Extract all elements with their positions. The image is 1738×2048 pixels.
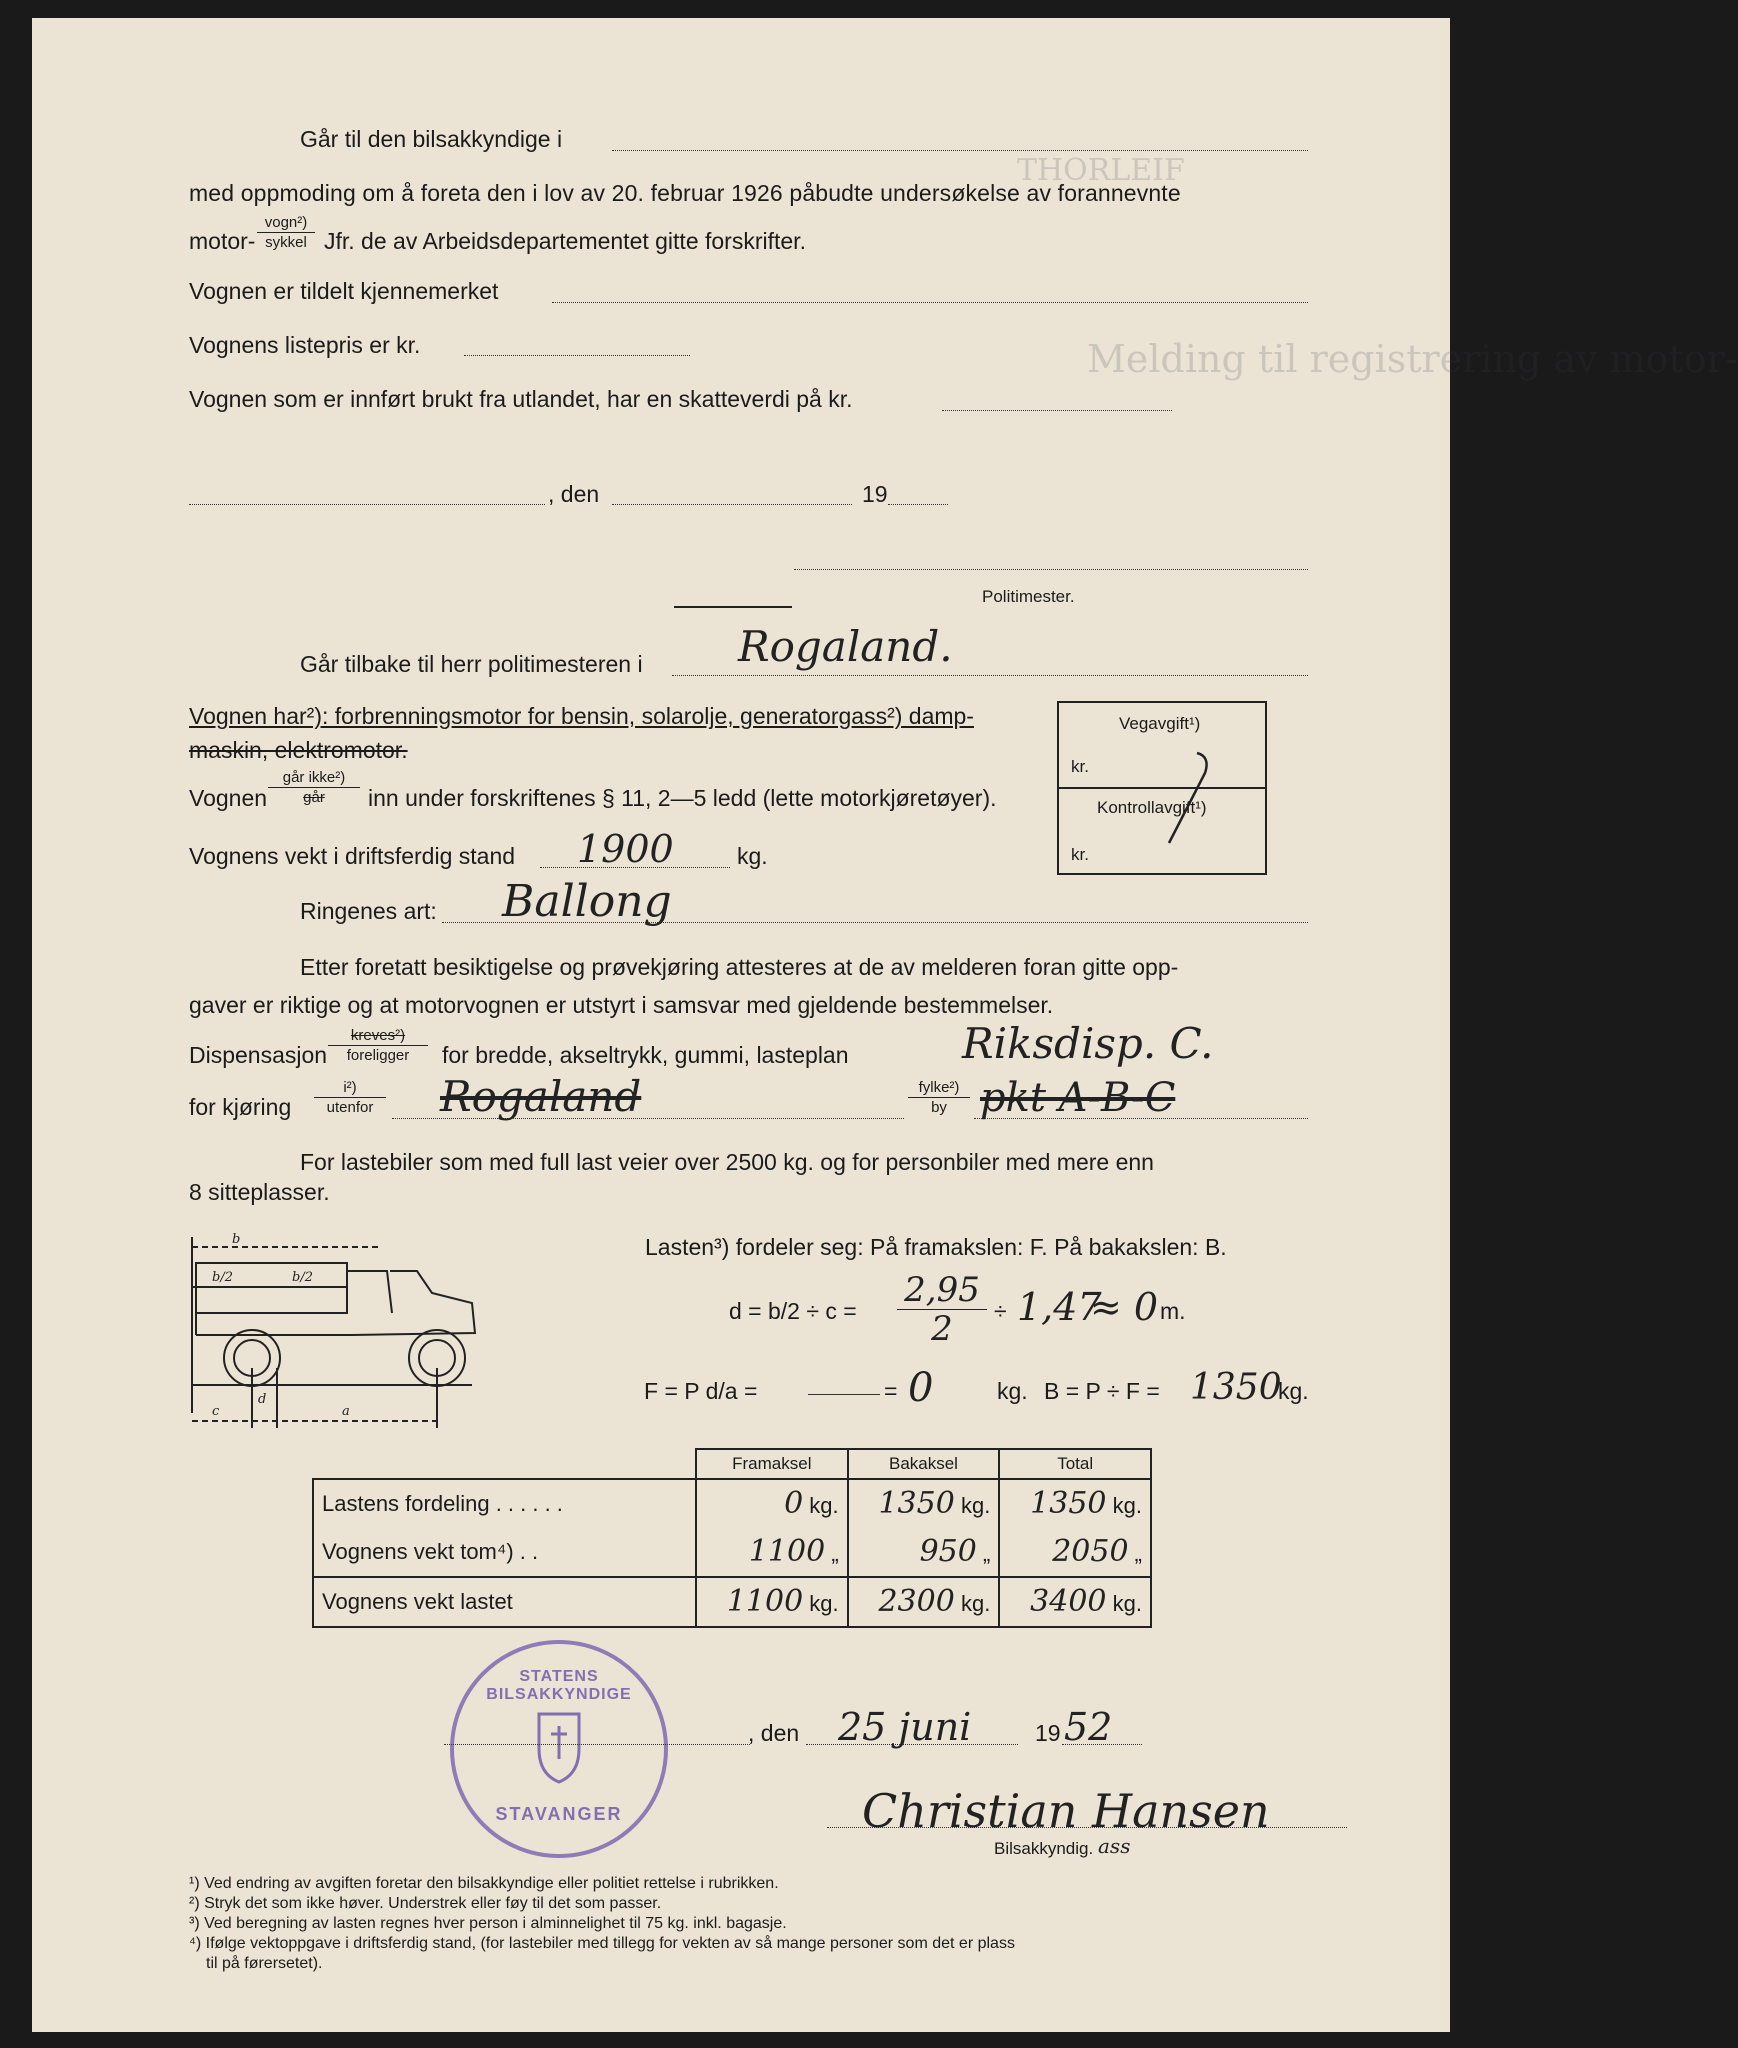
official-stamp xyxy=(450,1640,668,1858)
load-table xyxy=(312,1448,1152,1628)
tires-value[interactable]: Ballong xyxy=(502,876,672,927)
diagram-label-c: c xyxy=(212,1404,220,1419)
weight-value[interactable]: 1900 xyxy=(577,827,674,871)
dispensation-fraction: kreves²) foreligger xyxy=(328,1028,428,1063)
row-label: Lastens fordeling xyxy=(322,1491,490,1516)
signature-year-value[interactable]: 52 xyxy=(1064,1705,1113,1749)
tires-label: Ringenes art: xyxy=(300,898,437,924)
falls-fraction: går ikke²) går xyxy=(268,770,360,805)
cell-rear[interactable]: 950 xyxy=(919,1534,977,1569)
year-prefix: 19 xyxy=(862,481,888,507)
diagram-label-b2a: b/2 xyxy=(212,1270,233,1285)
cell-front[interactable]: 0 xyxy=(784,1486,804,1521)
row-dots: . . . . . . xyxy=(495,1491,563,1516)
diagram-label-b2b: b/2 xyxy=(292,1270,313,1285)
cell-rear[interactable]: 1350 xyxy=(878,1486,955,1521)
footnote-4: ⁴) Ifølge vektoppgave i driftsferdig stand, (for lastebiler med tillegg for vekten av så mange personer som det er plass xyxy=(189,1935,1015,1952)
dispensation-value[interactable]: Riksdisp. C. xyxy=(962,1019,1214,1068)
header-rear: Bakaksel xyxy=(848,1449,1000,1479)
cell-front[interactable]: 1100 xyxy=(726,1584,804,1619)
attestation-line-1: Etter foretatt besiktigelse og prøvekjøring attesteres at de av melderen foran gitte opp- xyxy=(300,954,1179,980)
returns-value[interactable]: Rogaland. xyxy=(738,622,953,671)
row-label: Vognens vekt tom⁴) xyxy=(322,1539,514,1564)
signature-role-suffix[interactable]: ass xyxy=(1098,1834,1131,1858)
returns-field[interactable] xyxy=(672,675,1308,676)
row-label: Vognens vekt lastet xyxy=(322,1589,513,1614)
plate-field[interactable] xyxy=(552,302,1308,303)
list-price-field[interactable] xyxy=(464,355,690,356)
politimester-label: Politimester. xyxy=(982,587,1075,606)
plate-label: Vognen er tildelt kjennemerket xyxy=(189,278,499,304)
cell-rear[interactable]: 2300 xyxy=(878,1584,955,1619)
table-row xyxy=(313,1528,1151,1577)
b-value[interactable]: 1350 xyxy=(1190,1367,1282,1408)
signature-place-field[interactable] xyxy=(444,1744,750,1745)
signature-date-value[interactable]: 25 juni xyxy=(838,1705,972,1749)
engine-line-1: Vognen har²): forbrenningsmotor for bensin, solarolje, generatorgass²) damp- xyxy=(189,703,974,729)
goes-to-field[interactable] xyxy=(612,150,1308,151)
diagram-label-a: a xyxy=(342,1404,350,1419)
header-front: Framaksel xyxy=(696,1449,848,1479)
f-equals: = xyxy=(884,1378,898,1404)
bleed-through-heading: Melding til registrering av motor- xyxy=(1087,337,1738,381)
signature-year-prefix: 19 xyxy=(1035,1720,1061,1746)
cell-total[interactable]: 3400 xyxy=(1030,1584,1107,1619)
cell-unit: kg. xyxy=(1112,1591,1142,1616)
section-divider xyxy=(674,606,792,608)
driving-fraction: i²) utenfor xyxy=(314,1080,386,1115)
bleed-through-stamp: THORLEIF xyxy=(1017,153,1185,188)
date-field[interactable] xyxy=(612,504,852,505)
politimester-signature-field[interactable] xyxy=(794,569,1308,570)
road-fee-label: Vegavgift¹) xyxy=(1119,714,1201,733)
f-formula: F = P d/a = xyxy=(644,1378,758,1404)
cell-unit: „ xyxy=(831,1541,839,1566)
driving-value[interactable]: Rogaland xyxy=(440,1072,642,1121)
engine-line-2: maskin, elektromotor. xyxy=(189,737,408,763)
stamp-top-text: STATENS BILSAKKYNDIGE xyxy=(486,1668,632,1703)
cell-total[interactable]: 2050 xyxy=(1052,1534,1129,1569)
road-fee-kr: kr. xyxy=(1071,757,1089,776)
row-dots: . . xyxy=(519,1539,539,1564)
footnote-5: til på førersetet). xyxy=(206,1955,323,1972)
cell-front[interactable]: 1100 xyxy=(748,1534,826,1569)
fee-slash-mark xyxy=(1059,703,1265,873)
trucks-line-1: For lastebiler som med full last veier over 2500 kg. og for personbiler med mere enn xyxy=(300,1149,1154,1175)
list-price-label: Vognens listepris er kr. xyxy=(189,332,421,358)
footnote-2: ²) Stryk det som ikke høver. Understrek eller føy til det som passer. xyxy=(189,1895,662,1912)
place-field[interactable] xyxy=(189,504,545,505)
cell-unit: kg. xyxy=(960,1493,991,1518)
motor-suffix: Jfr. de av Arbeidsdepartementet gitte forskrifter. xyxy=(324,228,806,254)
signature-den-label: , den xyxy=(748,1720,800,1746)
b-unit: kg. xyxy=(1278,1378,1309,1404)
f-unit: kg. xyxy=(997,1378,1028,1404)
f-value[interactable]: 0 xyxy=(908,1365,934,1411)
cell-unit: kg. xyxy=(809,1591,839,1616)
table-row xyxy=(313,1577,1151,1627)
motor-fraction: vogn²) sykkel xyxy=(257,215,315,250)
d-fraction: $\frac{2,95}{2}$ xyxy=(897,1273,987,1346)
cell-total[interactable]: 1350 xyxy=(1030,1486,1107,1521)
d-formula: d = b/2 ÷ c = xyxy=(729,1298,857,1324)
driving-label: for kjøring xyxy=(189,1094,292,1120)
control-fee-kr: kr. xyxy=(1071,845,1089,864)
year-field[interactable] xyxy=(888,504,948,505)
cell-unit: „ xyxy=(1134,1541,1142,1566)
diagram-label-b: b xyxy=(232,1232,241,1247)
weight-unit: kg. xyxy=(737,843,768,869)
imported-label: Vognen som er innført brukt fra utlandet, har en skatteverdi på kr. xyxy=(189,386,853,412)
diagram-label-d: d xyxy=(258,1392,267,1407)
falls-prefix: Vognen xyxy=(189,785,268,811)
cell-unit: kg. xyxy=(960,1591,991,1616)
request-line: med oppmoding om å foreta den i lov av 20. februar 1926 påbudte undersøkelse av forannevnte xyxy=(189,180,1181,206)
d-c-value[interactable]: 1,47 xyxy=(1017,1285,1102,1329)
cell-unit: kg. xyxy=(809,1493,839,1518)
dispensation-suffix: for bredde, akseltrykk, gummi, lasteplan xyxy=(442,1042,849,1068)
cell-unit: kg. xyxy=(1112,1493,1142,1518)
county-value[interactable]: pkt A-B-C xyxy=(980,1075,1176,1121)
f-field[interactable] xyxy=(808,1394,880,1395)
cell-unit: „ xyxy=(982,1541,991,1566)
returns-label: Går tilbake til herr politimesteren i xyxy=(300,651,643,677)
d-minus: ÷ xyxy=(994,1298,1007,1324)
control-fee-label: Kontrollavgift¹) xyxy=(1097,798,1207,817)
document-page xyxy=(32,18,1738,2032)
footnote-1: ¹) Ved endring av avgiften foretar den bilsakkyndige eller politiet rettelse i rubrikken. xyxy=(189,1875,779,1892)
signature-role-label: Bilsakkyndig. xyxy=(994,1839,1094,1858)
stamp-bottom-text: STAVANGER xyxy=(495,1804,623,1824)
table-row xyxy=(313,1479,1151,1528)
trucks-line-2: 8 sitteplasser. xyxy=(189,1179,330,1205)
county-fraction: fylke²) by xyxy=(908,1080,970,1115)
falls-suffix: inn under forskriftenes § 11, 2—5 ledd (lette motorkjøretøyer). xyxy=(368,785,997,811)
goes-to-label: Går til den bilsakkyndige i xyxy=(300,126,563,152)
attestation-line-2: gaver er riktige og at motorvognen er utstyrt i samsvar med gjeldende bestemmelser. xyxy=(189,992,1054,1018)
dispensation-label: Dispensasjon xyxy=(189,1042,328,1068)
header-total: Total xyxy=(999,1449,1151,1479)
fee-box xyxy=(1057,701,1267,875)
truck-diagram xyxy=(192,1223,482,1433)
signature-value[interactable]: Christian Hansen xyxy=(862,1784,1270,1838)
load-line: Lasten³) fordeler seg: På framakslen: F. På bakakslen: B. xyxy=(645,1234,1227,1260)
motor-prefix: motor- xyxy=(189,228,256,254)
b-formula: B = P ÷ F = xyxy=(1044,1378,1160,1404)
weight-label: Vognens vekt i driftsferdig stand xyxy=(189,843,516,869)
d-result[interactable]: ≈ 0 xyxy=(1090,1285,1159,1329)
footnote-3: ³) Ved beregning av lasten regnes hver person i alminnelighet til 75 kg. inkl. bagasje. xyxy=(189,1915,787,1932)
den-label: , den xyxy=(548,481,600,507)
imported-field[interactable] xyxy=(942,410,1172,411)
d-unit: m. xyxy=(1160,1298,1186,1324)
